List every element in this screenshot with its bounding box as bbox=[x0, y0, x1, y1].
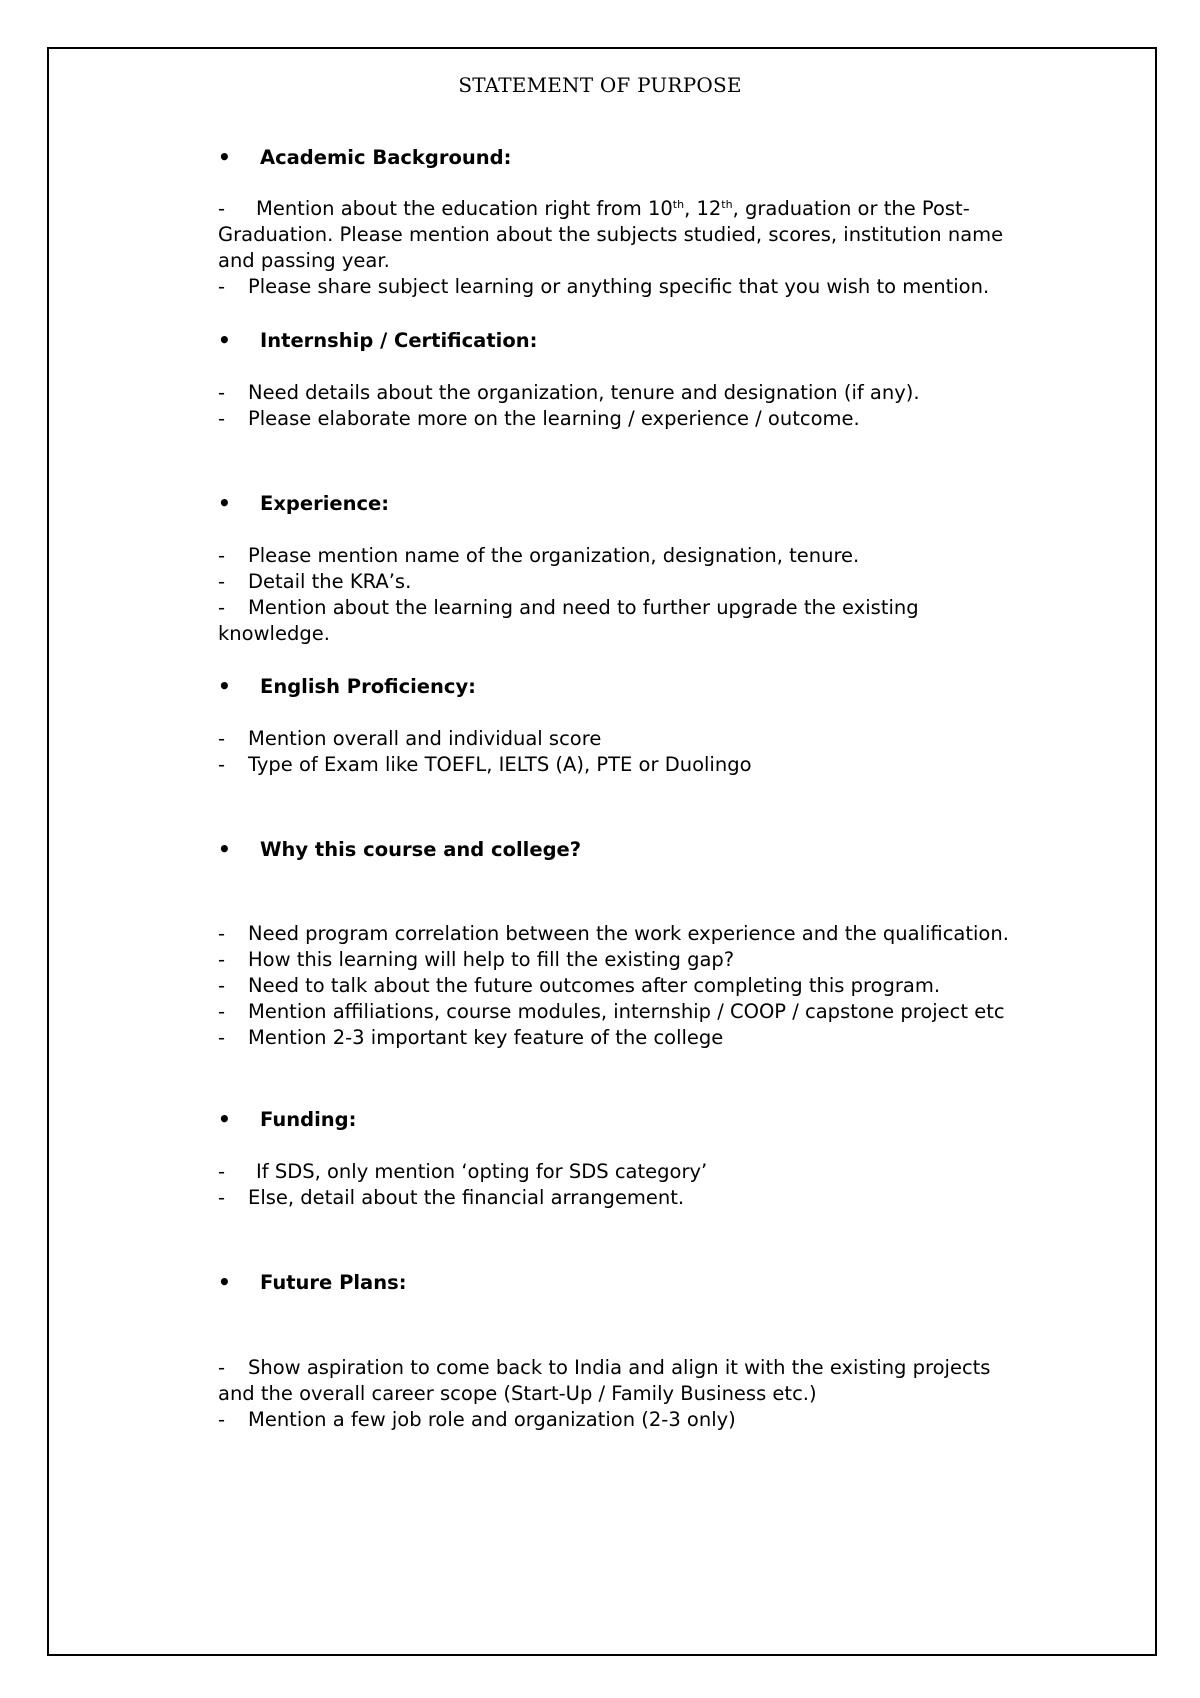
body-line: - Need to talk about the future outcomes after completing this program. bbox=[218, 974, 941, 997]
body-line: Graduation. Please mention about the subjects studied, scores, institution name bbox=[218, 223, 1004, 246]
section-body-why-course bbox=[218, 921, 1058, 1051]
document-title: STATEMENT OF PURPOSE bbox=[458, 73, 742, 97]
section-body-future-plans bbox=[218, 1355, 1058, 1433]
body-line: - If SDS, only mention ‘opting for SDS category’ bbox=[218, 1160, 708, 1183]
heading-text: Internship / Certification: bbox=[260, 329, 538, 352]
dash-marker: - bbox=[218, 1356, 226, 1379]
bullet-icon: • bbox=[218, 145, 231, 169]
heading-text: Experience: bbox=[260, 492, 390, 515]
body-line: - Mention overall and individual score bbox=[218, 727, 602, 750]
body-line: - Please mention name of the organization, designation, tenure. bbox=[218, 544, 860, 567]
dash-marker: - bbox=[218, 1160, 226, 1183]
body-line: - Else, detail about the financial arrangement. bbox=[218, 1186, 685, 1209]
heading-text: Why this course and college? bbox=[260, 838, 582, 861]
body-line: - Mention about the learning and need to further upgrade the existing bbox=[218, 596, 919, 619]
bullet-icon: • bbox=[218, 1270, 231, 1294]
heading-text: Future Plans: bbox=[260, 1271, 407, 1294]
dash-marker: - bbox=[218, 407, 226, 430]
dash-marker: - bbox=[218, 753, 226, 776]
body-line: - Mention a few job role and organization (2-3 only) bbox=[218, 1408, 736, 1431]
dash-marker: - bbox=[218, 596, 226, 619]
section-body-experience bbox=[218, 543, 1058, 647]
dash-marker: - bbox=[218, 1000, 226, 1023]
heading-text: English Proficiency: bbox=[260, 675, 476, 698]
body-line: and the overall career scope (Start-Up / Family Business etc.) bbox=[218, 1382, 817, 1405]
dash-marker: - bbox=[218, 974, 226, 997]
section-body-english bbox=[218, 726, 1058, 778]
dash-marker: - bbox=[218, 1186, 226, 1209]
body-line: - Need program correlation between the work experience and the qualification. bbox=[218, 922, 1009, 945]
dash-marker: - bbox=[218, 948, 226, 971]
body-line: - Need details about the organization, tenure and designation (if any). bbox=[218, 381, 920, 404]
dash-marker: - bbox=[218, 1408, 226, 1431]
body-line: - Please share subject learning or anything specific that you wish to mention. bbox=[218, 275, 990, 298]
section-body-funding bbox=[218, 1159, 1058, 1211]
body-line: - Mention 2-3 important key feature of the college bbox=[218, 1026, 724, 1049]
heading-text: Funding: bbox=[260, 1108, 357, 1131]
dash-marker: - bbox=[218, 1026, 226, 1049]
bullet-icon: • bbox=[218, 1107, 231, 1131]
body-line: and passing year. bbox=[218, 249, 390, 272]
body-line: - Mention about the education right from 10th, 12th, graduation or the Post- bbox=[218, 197, 970, 220]
body-line: - Type of Exam like TOEFL, IELTS (A), PTE or Duolingo bbox=[218, 753, 752, 776]
dash-marker: - bbox=[218, 544, 226, 567]
body-line: - How this learning will help to fill the existing gap? bbox=[218, 948, 735, 971]
section-body-academic bbox=[218, 196, 1058, 300]
bullet-icon: • bbox=[218, 674, 231, 698]
body-line: knowledge. bbox=[218, 622, 330, 645]
dash-marker: - bbox=[218, 197, 226, 220]
body-line: - Mention affiliations, course modules, internship / COOP / capstone project etc bbox=[218, 1000, 1005, 1023]
body-line: - Please elaborate more on the learning / experience / outcome. bbox=[218, 407, 860, 430]
dash-marker: - bbox=[218, 570, 226, 593]
dash-marker: - bbox=[218, 381, 226, 404]
bullet-icon: • bbox=[218, 328, 231, 352]
bullet-icon: • bbox=[218, 837, 231, 861]
bullet-icon: • bbox=[218, 491, 231, 515]
section-body-internship bbox=[218, 380, 1058, 432]
dash-marker: - bbox=[218, 727, 226, 750]
body-line: - Show aspiration to come back to India and align it with the existing projects bbox=[218, 1356, 991, 1379]
body-line: - Detail the KRA’s. bbox=[218, 570, 412, 593]
dash-marker: - bbox=[218, 922, 226, 945]
heading-text: Academic Background: bbox=[260, 146, 512, 169]
dash-marker: - bbox=[218, 275, 226, 298]
